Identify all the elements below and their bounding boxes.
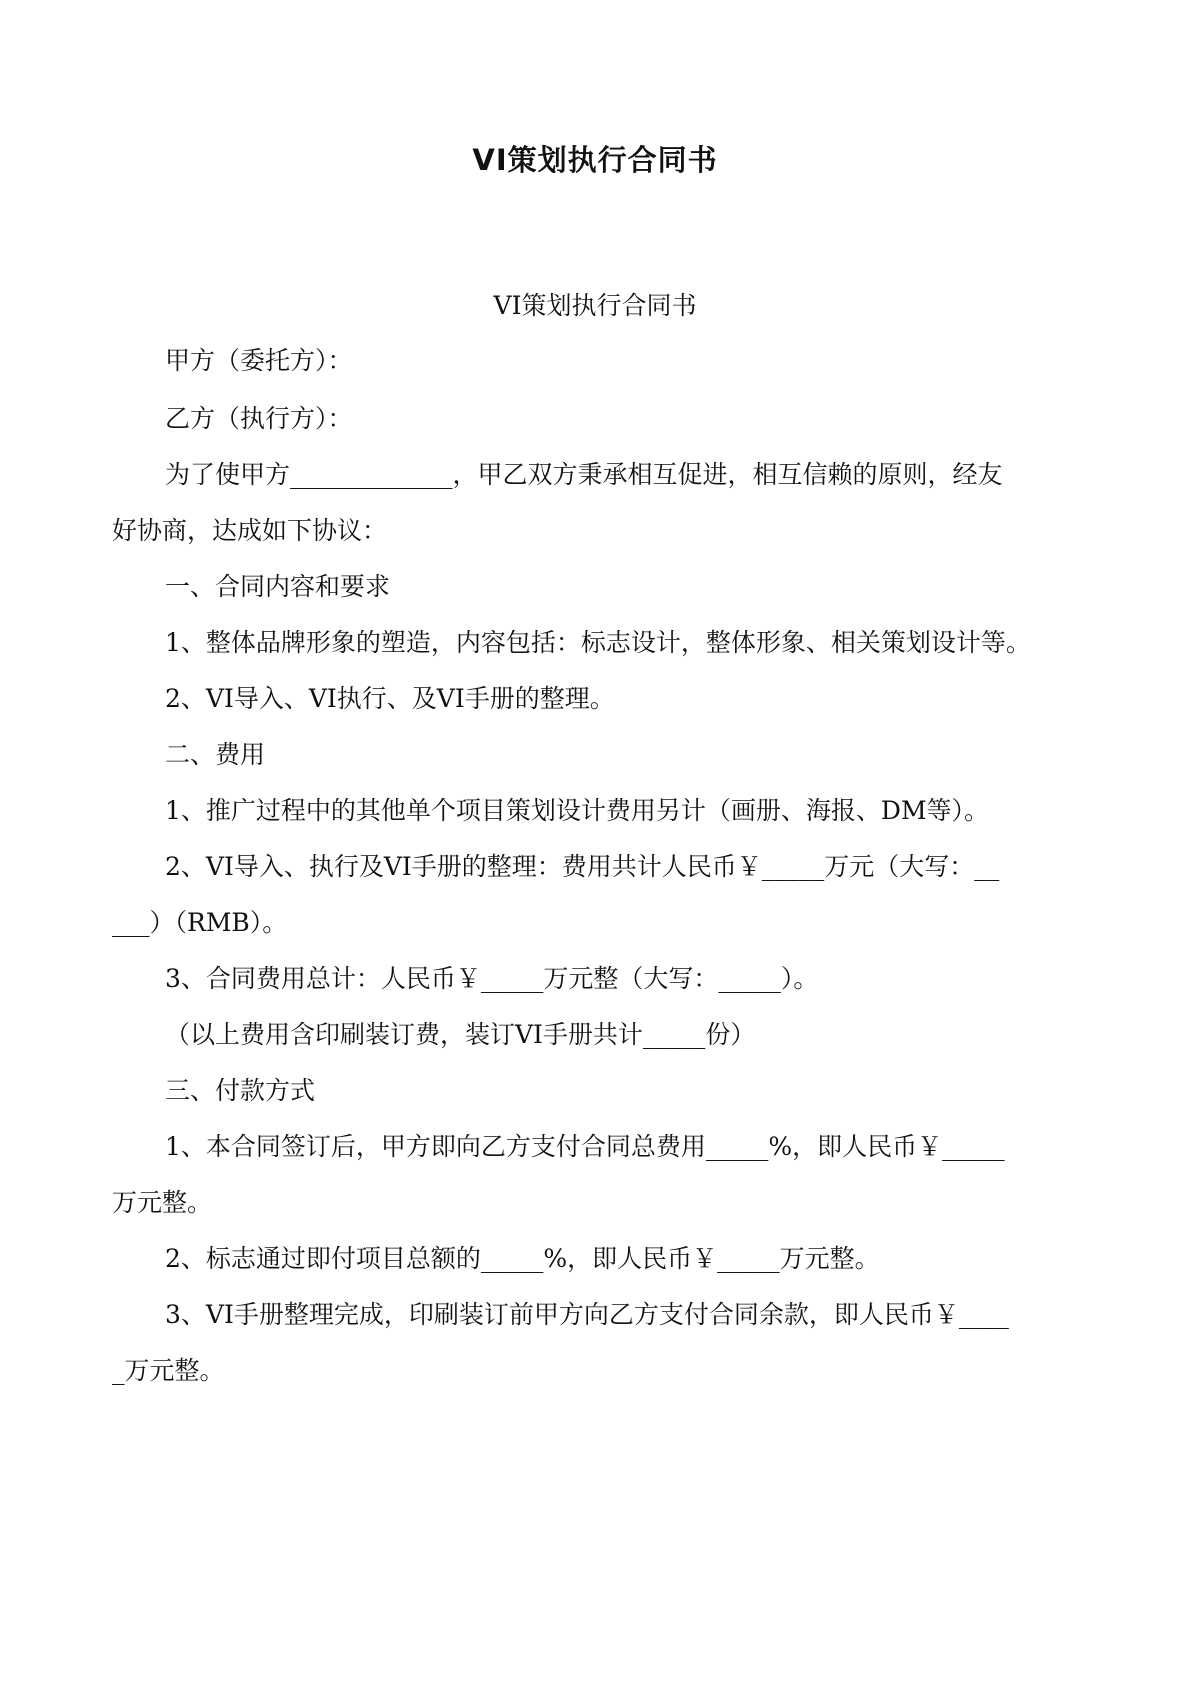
section-1-item-2: 2、VI导入、VI执行、及VI手册的整理。 — [165, 684, 615, 713]
section-2-item-1: 1、推广过程中的其他单个项目策划设计费用另计（画册、海报、DM等）。 — [165, 796, 990, 825]
section-3-item-3-line-2: _万元整。 — [112, 1356, 225, 1385]
intro-paragraph-line-2: 好协商，达成如下协议： — [112, 516, 388, 545]
party-b-line: 乙方（执行方）： — [165, 404, 353, 433]
document-title: VI策划执行合同书 — [472, 143, 718, 177]
section-heading-3: 三、付款方式 — [165, 1076, 316, 1105]
section-3-item-1-line-2: 万元整。 — [112, 1188, 213, 1217]
section-3-item-3-line-1: 3、VI手册整理完成，印刷装订前甲方向乙方支付合同余款，即人民币￥____ — [165, 1300, 1009, 1329]
section-3-item-1-line-1: 1、本合同签订后，甲方即向乙方支付合同总费用_____%，即人民币￥_____ — [165, 1132, 1005, 1161]
document-subtitle: VI策划执行合同书 — [493, 291, 697, 320]
party-a-line: 甲方（委托方）： — [165, 346, 353, 375]
section-heading-1: 一、合同内容和要求 — [165, 572, 391, 601]
section-2-item-2-line-1: 2、VI导入、执行及VI手册的整理：费用共计人民币￥_____万元（大写：__ — [165, 852, 1000, 881]
intro-paragraph-line-1: 为了使甲方_____________，甲乙双方秉承相互促进，相互信赖的原则，经友 — [165, 460, 1003, 489]
section-2-item-2-line-2: ___）（RMB）。 — [112, 908, 288, 937]
section-3-item-2: 2、标志通过即付项目总额的_____%，即人民币￥_____万元整。 — [165, 1244, 880, 1273]
section-1-item-1: 1、整体品牌形象的塑造，内容包括：标志设计，整体形象、相关策划设计等。 — [165, 628, 1031, 657]
section-heading-2: 二、费用 — [165, 740, 266, 769]
section-2-item-3: 3、合同费用总计：人民币￥_____万元整（大写：_____）。 — [165, 964, 819, 993]
section-2-note: （以上费用含印刷装订费，装订VI手册共计_____份） — [165, 1020, 756, 1049]
